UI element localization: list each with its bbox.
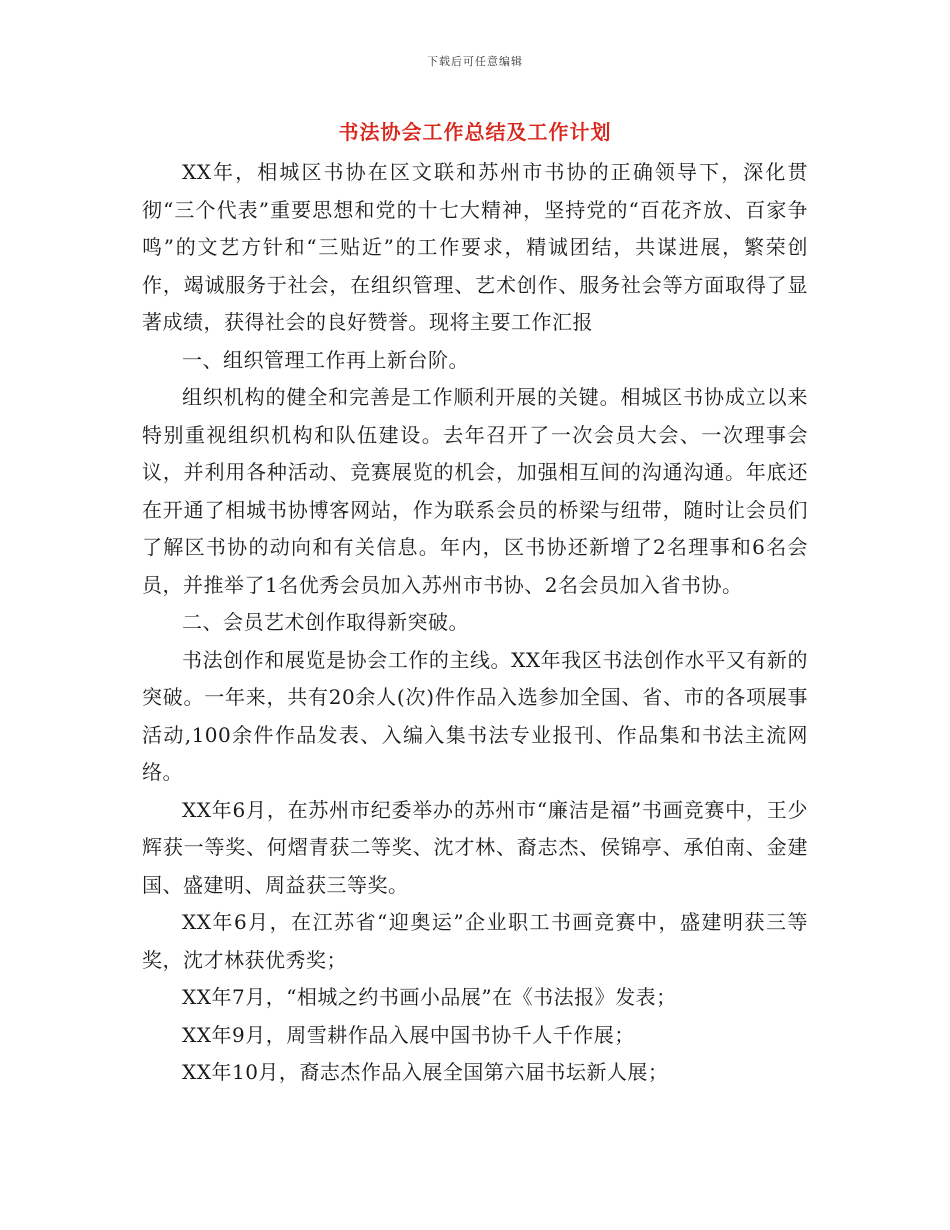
document-body bbox=[142, 154, 808, 1092]
paragraph-event-july: XX年7月，“相城之约书画小品展”在《书法报》发表； bbox=[182, 985, 677, 1009]
paragraph-event-june-jiangsu: XX年6月，在江苏省“迎奥运”企业职工书画竞赛中，盛建明获三等奖，沈才林获优秀奖； bbox=[142, 910, 808, 972]
paragraph-event-september: XX年9月，周雪耕作品入展中国书协千人千作展； bbox=[182, 1022, 635, 1047]
section-heading-1: 一、组织管理工作再上新台阶。 bbox=[182, 347, 469, 372]
section-heading-2: 二、会员艺术创作取得新突破。 bbox=[182, 610, 469, 634]
paragraph-intro: XX年，相城区书协在区文联和苏州市书协的正确领导下，深化贯彻“三个代表”重要思想和党的十七大精神，坚持党的“百花齐放、百家争鸣”的文艺方针和“三贴近”的工作要求，精诚团结，共谋进展，繁荣创作，竭诚服务于社会，在组织管理、艺术创作、服务社会等方面取得了显著成绩，获得社会的良好赞誉。现将主要工作汇报 bbox=[142, 160, 808, 334]
document-title: 书法协会工作总结及工作计划 bbox=[338, 120, 612, 144]
paragraph-event-june-suzhou: XX年6月，在苏州市纪委举办的苏州市“廉洁是福”书画竞赛中，王少辉获一等奖、何熠青获二等奖、沈才林、裔志杰、侯锦亭、承伯南、金建国、盛建明、周益获三等奖。 bbox=[142, 797, 808, 897]
paragraph-organization: 组织机构的健全和完善是工作顺利开展的关键。相城区书协成立以来特别重视组织机构和队伍建设。去年召开了一次会员大会、一次理事会议，并利用各种活动、竞赛展览的机会，加强相互间的沟通沟通。年底还在开通了相城书协博客网站，作为联系会员的桥梁与纽带，随时让会员们了解区书协的动向和有关信息。年内，区书协还新增了2名理事和6名会员，并推举了1名优秀会员加入苏州市书协、2名会员加入省书协。 bbox=[142, 385, 808, 597]
header-note: 下载后可任意编辑 bbox=[427, 55, 523, 68]
paragraph-event-october: XX年10月，裔志杰作品入展全国第六届书坛新人展； bbox=[182, 1060, 669, 1084]
paragraph-creation: 书法创作和展览是协会工作的主线。XX年我区书法创作水平又有新的突破。一年来，共有20余人(次)件作品入选参加全国、省、市的各项展事活动,100余件作品发表、入编入集书法专业报刊、作品集和书法主流网络。 bbox=[142, 647, 808, 784]
